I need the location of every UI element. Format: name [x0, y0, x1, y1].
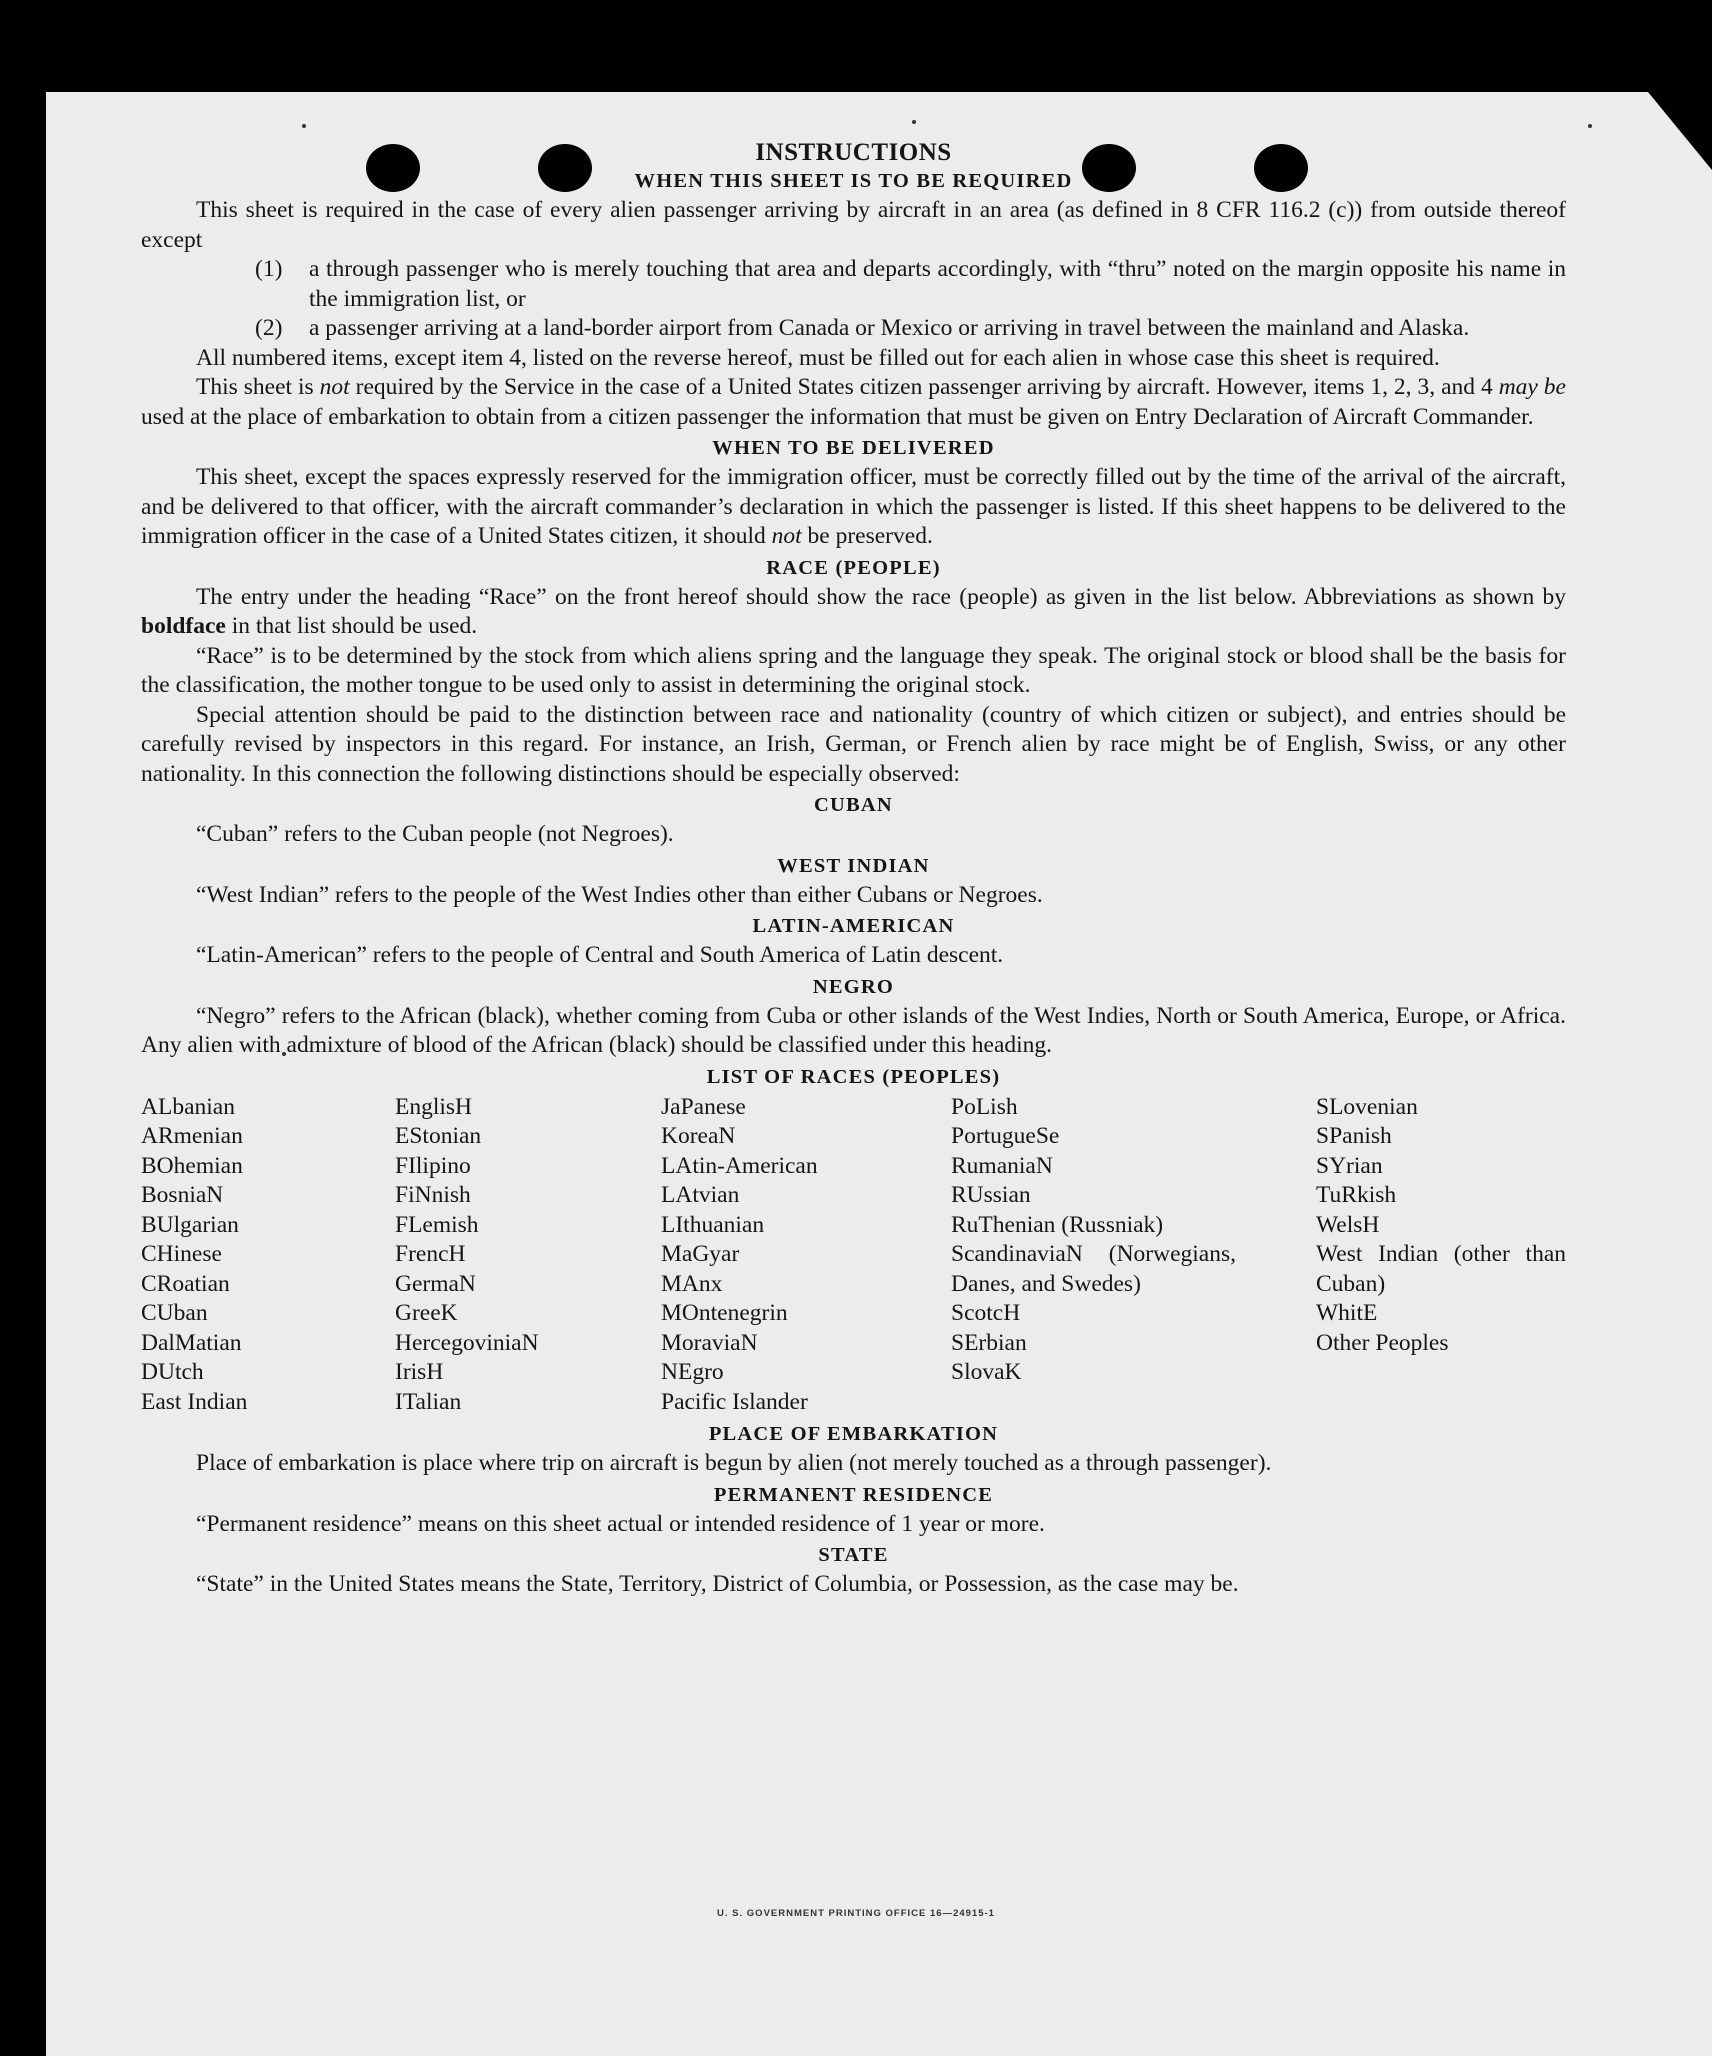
exception-text: a through passenger who is merely touching that area and departs accordingly, with “thru” noted on the margin opposite his name in the immigration list, or [309, 256, 1566, 312]
numbered-items-paragraph: All numbered items, except item 4, listed on the reverse hereof, must be filled out for each alien in whose case this sheet is required. [196, 344, 1440, 371]
west-indian-definition: “West Indian” refers to the people of the West Indies other than either Cubans or Negroes. [196, 881, 1043, 908]
race-entry: RuThenian (Russniak) [951, 1211, 1164, 1238]
latin-american-definition: “Latin-American” refers to the people of Central and South America of Latin descent. [196, 942, 1004, 968]
print-speck [302, 124, 306, 128]
race-entry: SPanish [1316, 1123, 1392, 1149]
races-column [951, 1093, 1316, 1418]
required-intro: This sheet is required in the case of every alien passenger arriving by aircraft in an area (as defined in 8 CFR 116.2 (c)) from outside thereof except [141, 197, 1566, 253]
exception-text: a passenger arriving at a land-border airport from Canada or Mexico or arriving in travel between the mainland and Alaska. [309, 315, 1470, 341]
race-entry: HercegoviniaN [395, 1329, 539, 1356]
exception-item [141, 255, 1566, 314]
heading-state: STATE [818, 1544, 889, 1566]
page-title: INSTRUCTIONS [755, 139, 952, 166]
race-entry: IrisH [395, 1359, 444, 1385]
race-entry: PoLish [951, 1093, 1018, 1120]
exception-number: (1) [255, 256, 283, 282]
race-entry: KoreaN [661, 1123, 736, 1149]
race-entry: DUtch [141, 1359, 204, 1385]
print-speck [1588, 124, 1592, 128]
race-entry: BUlgarian [141, 1211, 239, 1238]
race-entry: LAtvian [661, 1182, 740, 1208]
printer-imprint: U. S. GOVERNMENT PRINTING OFFICE 16—24915-1 [717, 1908, 995, 1919]
race-entry: FiNnish [395, 1182, 471, 1208]
race-entry: PortugueSe [951, 1123, 1060, 1149]
race-entry: Other Peoples [1316, 1329, 1449, 1356]
race-entry: JaPanese [661, 1093, 746, 1120]
races-column [1316, 1093, 1566, 1418]
race-entry: ScandinaviaN (Norwegians, Danes, and Swedes) [951, 1241, 1236, 1297]
race-entry: GermaN [395, 1270, 476, 1297]
race-entry: MoraviaN [661, 1329, 758, 1356]
race-entry: FrencH [395, 1241, 466, 1267]
race-entry: Pacific Islander [661, 1388, 808, 1415]
race-entry: CUban [141, 1300, 208, 1326]
race-entry: ALbanian [141, 1093, 235, 1120]
race-entry: MaGyar [661, 1241, 740, 1267]
race-entry: SYrian [1316, 1152, 1383, 1179]
heading-latin-american: LATIN-AMERICAN [752, 915, 955, 937]
negro-definition: “Negro” refers to the African (black), whether coming from Cuba or other islands of the West Indies, North or South America, Europe, or Africa. Any alien with admixture of blood of the African (black) should be classified under this heading. [141, 1002, 1566, 1058]
heading-race: RACE (PEOPLE) [766, 556, 941, 579]
state-definition: “State” in the United States means the State, Territory, District of Columbia, or Possession, as the case may be. [196, 1571, 1239, 1597]
delivered-paragraph: This sheet, except the spaces expressly reserved for the immigration officer, must be correctly filled out by the time of the arrival of the aircraft, and be delivered to that officer, with the aircraft commander’s declaration in which the passenger is listed. If this sheet happens to be delivered to the immigration officer in the case of a United States citizen, it should not be preserved. [141, 464, 1566, 549]
race-entry: GreeK [395, 1300, 458, 1326]
races-column [395, 1093, 661, 1418]
residence-definition: “Permanent residence” means on this sheet actual or intended residence of 1 year or more. [196, 1510, 1045, 1537]
race-entry: SErbian [951, 1329, 1027, 1356]
citizen-paragraph: This sheet is not required by the Service in the case of a United States citizen passenger arriving by aircraft. However, items 1, 2, 3, and 4 may be used at the place of embarkation to obtain from a citizen passenger the information that must be given on Entry Declaration of Aircraft Commander. [141, 374, 1566, 430]
embarkation-definition: Place of embarkation is place where trip on aircraft is begun by alien (not merely touched as a through passenger). [196, 1450, 1272, 1476]
race-paragraph-2: “Race” is to be determined by the stock from which aliens spring and the language they speak. The original stock or blood shall be the basis for the classification, the mother tongue to be used only to assist in determining the original stock. [141, 642, 1566, 698]
race-entry: LAtin-American [661, 1152, 818, 1179]
heading-place-of-embarkation: PLACE OF EMBARKATION [708, 1423, 999, 1445]
race-entry: WhitE [1316, 1300, 1378, 1326]
race-entry: MAnx [661, 1270, 723, 1297]
exception-item [141, 314, 1566, 344]
heading-negro: NEGRO [812, 975, 895, 998]
race-paragraph-3: Special attention should be paid to the distinction between race and nationality (country of which citizen or subject), and entries should be carefully revised by inspectors in this regard. For instance, an Irish, German, or French alien by race might be of English, Swiss, or any other nationality. In this connection the following distinctions should be especially observed: [141, 701, 1566, 787]
heading-cuban: CUBAN [814, 794, 893, 816]
race-entry: MOntenegrin [661, 1300, 788, 1326]
instructions-content [141, 138, 1566, 1600]
races-column [141, 1093, 395, 1418]
print-speck [912, 120, 916, 124]
race-entry: BOhemian [141, 1152, 243, 1179]
races-column [661, 1093, 951, 1418]
race-entry: FLemish [395, 1211, 479, 1238]
race-entry: EStonian [395, 1123, 482, 1149]
race-entry: CHinese [141, 1241, 222, 1267]
race-entry: ARmenian [141, 1123, 243, 1149]
race-entry: DalMatian [141, 1329, 242, 1356]
heading-west-indian: WEST INDIAN [777, 854, 930, 877]
race-entry: CRoatian [141, 1270, 230, 1297]
cuban-definition: “Cuban” refers to the Cuban people (not Negroes). [196, 821, 674, 847]
race-entry: SlovaK [951, 1359, 1022, 1385]
heading-when-delivered: WHEN TO BE DELIVERED [712, 437, 995, 459]
heading-when-required: WHEN THIS SHEET IS TO BE REQUIRED [634, 170, 1073, 192]
race-entry: ScotcH [951, 1300, 1021, 1326]
race-entry: EnglisH [395, 1093, 473, 1120]
races-list [141, 1093, 1566, 1418]
race-entry: RUssian [951, 1182, 1031, 1208]
race-entry: West Indian (other than Cuban) [1316, 1241, 1566, 1297]
heading-permanent-residence: PERMANENT RESIDENCE [713, 1483, 994, 1506]
race-entry: East Indian [141, 1388, 248, 1415]
race-entry: FIlipino [395, 1152, 471, 1179]
race-entry: WelsH [1316, 1211, 1380, 1238]
heading-list-of-races: LIST OF RACES (PEOPLES) [706, 1065, 1001, 1088]
race-entry: SLovenian [1316, 1093, 1418, 1120]
race-paragraph-1: The entry under the heading “Race” on the front hereof should show the race (people) as given in the list below. Abbreviations as shown by boldface in that list should be used. [141, 583, 1566, 639]
race-entry: LIthuanian [661, 1211, 765, 1238]
exception-number: (2) [255, 315, 283, 341]
race-entry: ITalian [395, 1388, 462, 1415]
race-entry: RumaniaN [951, 1152, 1053, 1179]
race-entry: BosniaN [141, 1182, 224, 1208]
race-entry: NEgro [661, 1359, 724, 1385]
race-entry: TuRkish [1316, 1182, 1397, 1208]
